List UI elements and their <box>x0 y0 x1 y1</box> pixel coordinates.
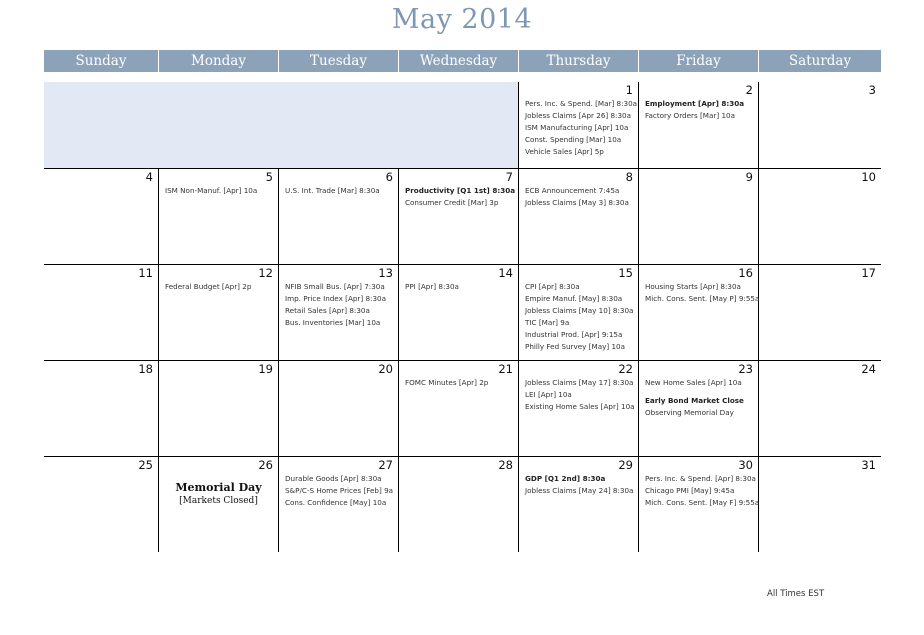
day-cell[interactable] <box>519 82 639 168</box>
week-row <box>44 456 881 552</box>
weekday-saturday: Saturday <box>759 50 881 72</box>
calendar-event: Pers. Inc. & Spend. [Apr] 8:30a <box>645 474 756 483</box>
day-cell[interactable] <box>639 82 759 168</box>
calendar-event: ISM Non-Manuf. [Apr] 10a <box>165 186 258 195</box>
event-list <box>645 473 760 509</box>
day-number: 26 <box>258 458 273 472</box>
week-row <box>44 360 881 456</box>
week-row <box>44 264 881 360</box>
weekday-header <box>44 50 881 72</box>
calendar-title: May 2014 <box>391 4 533 35</box>
calendar-event: New Home Sales [Apr] 10a <box>645 378 742 387</box>
day-cell[interactable] <box>519 457 639 552</box>
day-number: 5 <box>265 170 273 184</box>
day-number: 28 <box>498 458 513 472</box>
calendar-event: Empire Manuf. [May] 8:30a <box>525 294 623 303</box>
day-cell[interactable] <box>759 169 881 264</box>
calendar-event: Vehicle Sales [Apr] 5p <box>525 147 604 156</box>
event-list <box>285 473 396 509</box>
day-cell[interactable] <box>279 361 399 456</box>
event-list <box>405 281 516 293</box>
calendar-event: S&P/C-S Home Prices [Feb] 9a <box>285 486 394 495</box>
day-cell[interactable] <box>759 265 881 360</box>
empty-day-cell <box>44 82 159 168</box>
day-cell[interactable] <box>399 457 519 552</box>
event-list <box>405 185 516 209</box>
day-cell[interactable] <box>159 265 279 360</box>
calendar-event: ECB Announcement 7:45a <box>525 186 620 195</box>
calendar-event: Mich. Cons. Sent. [May P] 9:55a <box>645 294 760 303</box>
day-cell[interactable] <box>44 361 159 456</box>
calendar-event: Existing Home Sales [Apr] 10a <box>525 402 635 411</box>
day-number: 7 <box>505 170 513 184</box>
calendar-event: PPI [Apr] 8:30a <box>405 282 459 291</box>
calendar-event: Jobless Claims [May 17] 8:30a <box>525 378 634 387</box>
day-number: 1 <box>625 83 633 97</box>
calendar-event: Early Bond Market Close <box>645 396 744 405</box>
day-number: 9 <box>745 170 753 184</box>
calendar-event: Durable Goods [Apr] 8:30a <box>285 474 382 483</box>
event-list <box>285 185 396 197</box>
event-list <box>405 377 516 389</box>
day-number: 17 <box>861 266 876 280</box>
day-number: 18 <box>138 362 153 376</box>
timezone-note: All Times EST <box>767 589 825 599</box>
calendar-event: Consumer Credit [Mar] 3p <box>405 198 499 207</box>
weekday-tuesday: Tuesday <box>279 50 399 72</box>
calendar-event: Pers. Inc. & Spend. [Mar] 8:30a <box>525 99 638 108</box>
weekday-sunday: Sunday <box>44 50 159 72</box>
calendar-grid <box>44 50 881 570</box>
day-cell[interactable] <box>159 169 279 264</box>
calendar-event: Jobless Claims [May 24] 8:30a <box>525 486 634 495</box>
day-number: 20 <box>378 362 393 376</box>
weekday-monday: Monday <box>159 50 279 72</box>
calendar-event: CPI [Apr] 8:30a <box>525 282 580 291</box>
day-number: 14 <box>498 266 513 280</box>
day-number: 8 <box>625 170 633 184</box>
calendar-event: Factory Orders [Mar] 10a <box>645 111 735 120</box>
day-cell[interactable] <box>279 169 399 264</box>
calendar-event: Jobless Claims [May 10] 8:30a <box>525 306 634 315</box>
day-number: 23 <box>738 362 753 376</box>
holiday-name: Memorial Day <box>175 481 262 494</box>
calendar-event: Cons. Confidence [May] 10a <box>285 498 387 507</box>
calendar-event: ISM Manufacturing [Apr] 10a <box>525 123 629 132</box>
day-cell[interactable] <box>159 457 279 552</box>
day-cell[interactable] <box>279 457 399 552</box>
day-number: 3 <box>868 83 876 97</box>
day-cell[interactable] <box>639 457 759 552</box>
day-number: 13 <box>378 266 393 280</box>
day-number: 10 <box>861 170 876 184</box>
day-number: 15 <box>618 266 633 280</box>
calendar-event: Const. Spending [Mar] 10a <box>525 135 622 144</box>
day-number: 16 <box>738 266 753 280</box>
calendar-event: Retail Sales [Apr] 8:30a <box>285 306 370 315</box>
event-list <box>525 473 636 497</box>
day-cell[interactable] <box>519 361 639 456</box>
day-number: 27 <box>378 458 393 472</box>
calendar-event: U.S. Int. Trade [Mar] 8:30a <box>285 186 380 195</box>
day-number: 30 <box>738 458 753 472</box>
day-cell[interactable] <box>159 361 279 456</box>
day-cell[interactable] <box>759 361 881 456</box>
day-cell[interactable] <box>759 457 881 552</box>
calendar-event: NFIB Small Bus. [Apr] 7:30a <box>285 282 385 291</box>
event-list <box>525 185 636 209</box>
calendar-event: GDP [Q1 2nd] 8:30a <box>525 474 606 483</box>
empty-day-cell <box>159 82 279 168</box>
calendar-event: TIC [Mar] 9a <box>525 318 570 327</box>
day-cell[interactable] <box>279 265 399 360</box>
day-number: 4 <box>145 170 153 184</box>
event-list <box>165 185 276 197</box>
calendar-event: Mich. Cons. Sent. [May F] 9:55a <box>645 498 760 507</box>
day-cell[interactable] <box>519 169 639 264</box>
event-list <box>645 377 756 419</box>
calendar-event: LEI [Apr] 10a <box>525 390 572 399</box>
day-number: 19 <box>258 362 273 376</box>
day-number: 12 <box>258 266 273 280</box>
day-number: 29 <box>618 458 633 472</box>
calendar-event: FOMC Minutes [Apr] 2p <box>405 378 489 387</box>
day-cell[interactable] <box>519 265 639 360</box>
day-cell[interactable] <box>44 457 159 552</box>
day-number: 2 <box>745 83 753 97</box>
event-list <box>645 98 756 122</box>
empty-day-cell <box>399 82 519 168</box>
day-number: 6 <box>385 170 393 184</box>
calendar-event: Chicago PMI [May] 9:45a <box>645 486 735 495</box>
weekday-friday: Friday <box>639 50 759 72</box>
calendar-event: Bus. Inventories [Mar] 10a <box>285 318 381 327</box>
calendar-event: Jobless Claims [Apr 26] 8:30a <box>525 111 632 120</box>
day-number: 25 <box>138 458 153 472</box>
holiday-label <box>159 481 278 506</box>
calendar-event: Housing Starts [Apr] 8:30a <box>645 282 741 291</box>
calendar-event: Employment [Apr] 8:30a <box>645 99 745 108</box>
day-cell[interactable] <box>44 169 159 264</box>
day-cell[interactable] <box>639 265 759 360</box>
day-cell[interactable] <box>399 361 519 456</box>
weeks-container <box>44 82 881 552</box>
day-number: 22 <box>618 362 633 376</box>
event-list <box>525 98 636 158</box>
calendar-event: Jobless Claims [May 3] 8:30a <box>525 198 629 207</box>
event-list <box>285 281 396 329</box>
weekday-wednesday: Wednesday <box>399 50 519 72</box>
week-row <box>44 82 881 168</box>
weekday-thursday: Thursday <box>519 50 639 72</box>
calendar-event: Imp. Price Index [Apr] 8:30a <box>285 294 387 303</box>
week-row <box>44 168 881 264</box>
empty-day-cell <box>279 82 399 168</box>
day-number: 11 <box>138 266 153 280</box>
calendar-event: Productivity [Q1 1st] 8:30a <box>405 186 516 195</box>
event-list <box>165 281 276 293</box>
day-number: 31 <box>861 458 876 472</box>
day-cell[interactable] <box>639 169 759 264</box>
day-number: 21 <box>498 362 513 376</box>
day-cell[interactable] <box>399 265 519 360</box>
day-cell[interactable] <box>639 361 759 456</box>
day-cell[interactable] <box>399 169 519 264</box>
day-cell[interactable] <box>759 82 881 168</box>
day-cell[interactable] <box>44 265 159 360</box>
event-list <box>525 377 636 413</box>
event-list <box>645 281 760 305</box>
event-list <box>525 281 636 353</box>
calendar-event: Philly Fed Survey [May] 10a <box>525 342 626 351</box>
day-number: 24 <box>861 362 876 376</box>
calendar-event: Federal Budget [Apr] 2p <box>165 282 252 291</box>
calendar-event: Observing Memorial Day <box>645 408 734 417</box>
holiday-note: [Markets Closed] <box>179 496 258 506</box>
calendar-event: Industrial Prod. [Apr] 9:15a <box>525 330 623 339</box>
